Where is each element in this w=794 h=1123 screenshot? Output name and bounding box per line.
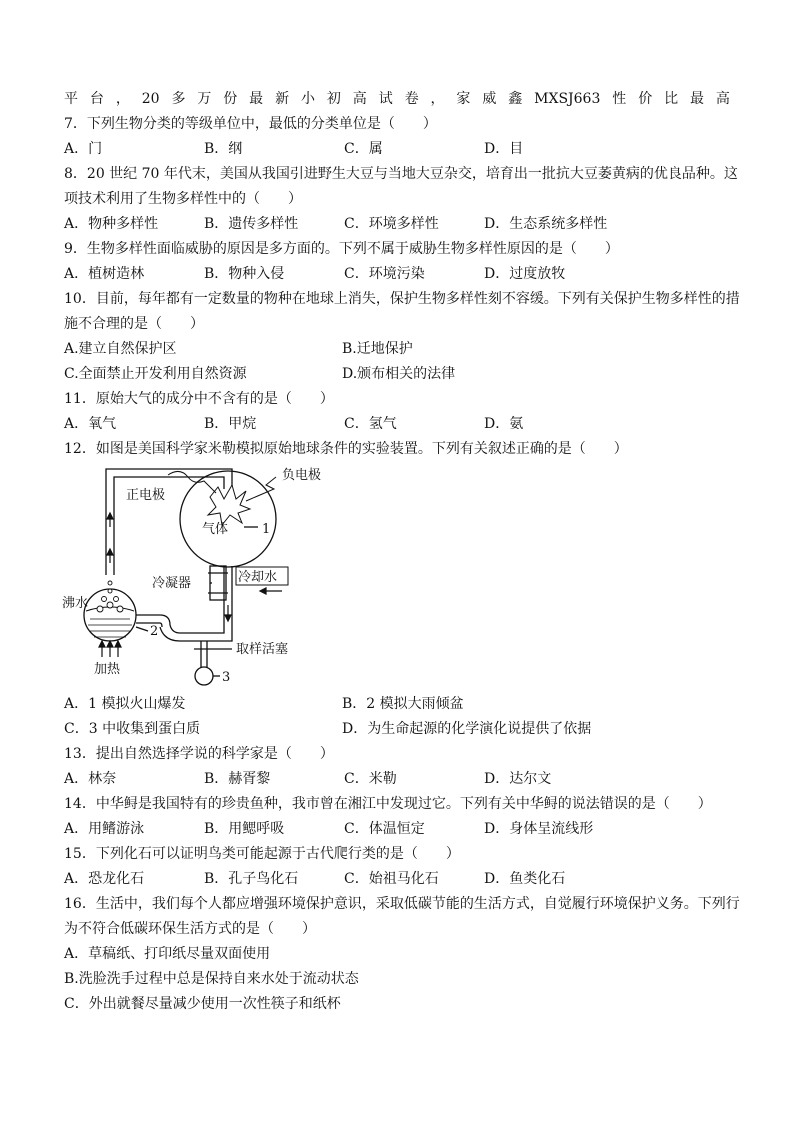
label-2: 2: [150, 624, 159, 639]
q12-options-row1: [64, 694, 730, 714]
option-a[interactable]: A．恐龙化石: [64, 871, 145, 887]
header-word: ，: [115, 91, 130, 107]
option-a[interactable]: A．门: [64, 141, 103, 157]
label-boiling-water: 沸水: [62, 596, 89, 611]
header-word: 价: [638, 91, 653, 107]
label-positive-electrode: 正电极: [126, 488, 166, 503]
q8-stem-line1: 8．20 世纪 70 年代末，美国从我国引进野生大豆与当地大豆杂交，培育出一批抗大豆萎黄病的优良品种。这: [64, 166, 738, 182]
q10-stem-line1: 10．目前，每年都有一定数量的物种在地球上消失，保护生物多样性刻不容缓。下列有关保护生物多样性的措: [64, 291, 740, 307]
option-c[interactable]: C．氢气: [344, 416, 397, 432]
q16-option-a[interactable]: A．草稿纸、打印纸尽量双面使用: [64, 946, 271, 962]
option-a[interactable]: A．氧气: [64, 416, 117, 432]
option-c[interactable]: C．环境污染: [344, 266, 425, 282]
header-word: 初: [326, 91, 341, 107]
option-b[interactable]: B．物种入侵: [204, 266, 285, 282]
header-word: 卷: [404, 91, 419, 107]
q9-options: [64, 264, 730, 284]
q16-stem-line2: 为不符合低碳环保生活方式的是（ ）: [64, 921, 316, 937]
option-a[interactable]: A．1 模拟火山爆发: [64, 696, 186, 712]
header-word: 新: [275, 91, 290, 107]
header-word: 平: [64, 91, 78, 107]
option-b[interactable]: B．用鳃呼吸: [204, 821, 285, 837]
q12-stem: 12．如图是美国科学家米勒模拟原始地球条件的实验装置。下列有关叙述正确的是（ ）: [64, 441, 628, 457]
miller-apparatus-svg: [60, 463, 350, 691]
option-c[interactable]: C．属: [344, 141, 383, 157]
option-a[interactable]: A．林奈: [64, 771, 117, 787]
option-d[interactable]: D．氨: [484, 416, 524, 432]
header-word: 威: [482, 91, 497, 107]
option-c[interactable]: C．3 中收集到蛋白质: [64, 721, 201, 737]
option-b[interactable]: B．孔子鸟化石: [204, 871, 299, 887]
q15-options: [64, 869, 730, 889]
q12-options-row2: [64, 719, 730, 739]
option-d[interactable]: D．为生命起源的化学演化说提供了依据: [342, 721, 592, 737]
header-word: 多: [171, 91, 186, 107]
q11-options: [64, 414, 730, 434]
label-3: 3: [222, 670, 231, 685]
q13-options: [64, 769, 730, 789]
label-heating: 加热: [94, 662, 121, 677]
q7-stem: 7．下列生物分类的等级单位中，最低的分类单位是（ ）: [64, 116, 437, 132]
option-b[interactable]: B．2 模拟大雨倾盆: [342, 696, 464, 712]
header-word: ，: [430, 91, 445, 107]
q16-option-c[interactable]: C．外出就餐尽量减少使用一次性筷子和纸杯: [64, 996, 341, 1012]
header-word: 比: [664, 91, 679, 107]
option-d[interactable]: D．达尔文: [484, 771, 552, 787]
header-word: 家: [456, 91, 471, 107]
q16-option-b[interactable]: B.洗脸洗手过程中总是保持自来水处于流动状态: [64, 971, 359, 987]
promo-header: [64, 89, 730, 109]
header-word: 份: [223, 91, 238, 107]
option-a[interactable]: A.建立自然保护区: [64, 341, 177, 357]
q13-stem: 13．提出自然选择学说的科学家是（ ）: [64, 746, 334, 762]
option-c[interactable]: C．始祖马化石: [344, 871, 439, 887]
label-1: 1: [262, 522, 271, 537]
q14-stem: 14．中华鲟是我国特有的珍贵鱼种，我市曾在湘江中发现过它。下列有关中华鲟的说法错误的是（ ）: [64, 796, 712, 812]
option-d[interactable]: D．生态系统多样性: [484, 216, 608, 232]
option-b[interactable]: B．甲烷: [204, 416, 257, 432]
label-condenser: 冷凝器: [152, 576, 192, 591]
q7-options: [64, 139, 730, 159]
label-sampling-valve: 取样活塞: [236, 642, 289, 657]
header-word: 试: [378, 91, 393, 107]
q10-options-row1: [64, 339, 730, 359]
miller-experiment-diagram: [60, 463, 350, 691]
q9-stem: 9．生物多样性面临威胁的原因是多方面的。下列不属于威胁生物多样性原因的是（ ）: [64, 241, 619, 257]
q8-options: [64, 214, 730, 234]
option-b[interactable]: B．纲: [204, 141, 243, 157]
option-a[interactable]: A．植树造林: [64, 266, 145, 282]
header-word: 最: [249, 91, 264, 107]
option-a[interactable]: A．用鳍游泳: [64, 821, 145, 837]
option-d[interactable]: D．鱼类化石: [484, 871, 566, 887]
option-b[interactable]: B.迁地保护: [342, 341, 413, 357]
option-c[interactable]: C．环境多样性: [344, 216, 439, 232]
label-gas: 气体: [202, 522, 229, 537]
header-word: 台: [89, 91, 104, 107]
option-b[interactable]: B．遗传多样性: [204, 216, 299, 232]
header-word: 小: [300, 91, 315, 107]
q16-stem-line1: 16．生活中，我们每个人都应增强环境保护意识，采取低碳节能的生活方式，自觉履行环境保护义务。下列行: [64, 896, 740, 912]
q15-stem: 15．下列化石可以证明鸟类可能起源于古代爬行类的是（ ）: [64, 846, 460, 862]
q14-options: [64, 819, 730, 839]
q10-stem-line2: 施不合理的是（ ）: [64, 316, 204, 332]
option-d[interactable]: D．目: [484, 141, 524, 157]
q11-stem: 11．原始大气的成分中不含有的是（ ）: [64, 391, 334, 407]
header-word: 高: [352, 91, 367, 107]
label-negative-electrode: 负电极: [282, 468, 322, 483]
option-d[interactable]: D．身体呈流线形: [484, 821, 594, 837]
header-word: 高: [715, 91, 730, 107]
header-word: 最: [690, 91, 704, 107]
header-word: 20: [141, 91, 160, 107]
q8-stem-line2: 项技术利用了生物多样性中的（ ）: [64, 191, 302, 207]
option-c[interactable]: C.全面禁止开发利用自然资源: [64, 366, 247, 382]
header-word: 鑫: [508, 91, 523, 107]
option-c[interactable]: C．体温恒定: [344, 821, 425, 837]
option-a[interactable]: A．物种多样性: [64, 216, 159, 232]
header-word: 万: [197, 91, 212, 107]
label-cooling-water: 冷却水: [238, 570, 278, 585]
header-word: 性: [612, 91, 627, 107]
q10-options-row2: [64, 364, 730, 384]
option-d[interactable]: D．过度放牧: [484, 266, 566, 282]
option-b[interactable]: B．赫胥黎: [204, 771, 271, 787]
header-word: MXSJ663: [534, 91, 601, 107]
option-c[interactable]: C．米勒: [344, 771, 397, 787]
option-d[interactable]: D.颁布相关的法律: [342, 366, 456, 382]
